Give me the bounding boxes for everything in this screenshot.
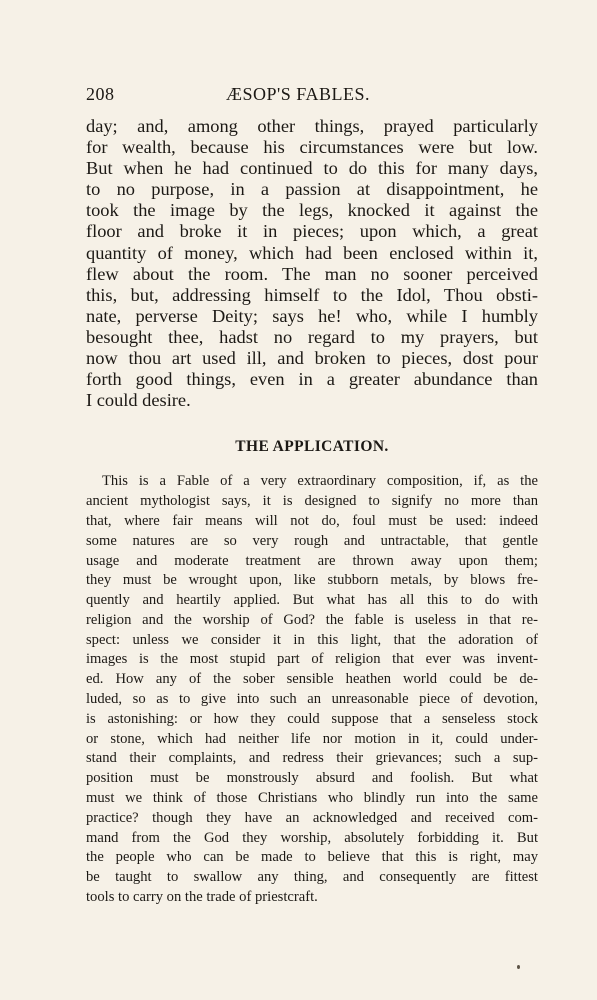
application-line: spect: unless we consider it in this light, that the adoration of	[86, 631, 538, 648]
fable-line: day; and, among other things, prayed particularly	[86, 116, 538, 136]
fable-line: besought thee, hadst no regard to my prayers, but	[86, 326, 538, 347]
application-line: usage and moderate treatment are thrown away upon them;	[86, 552, 538, 569]
application-line: ancient mythologist says, it is designed to signify no more than	[86, 493, 538, 510]
fable-line: nate, perverse Deity; says he! who, while I humbly	[86, 305, 538, 326]
ink-speck	[517, 965, 520, 969]
application-line: the people who can be made to believe that this is right, may	[86, 849, 538, 866]
book-page	[86, 78, 538, 908]
page-number: 208	[86, 84, 115, 104]
application-line: some natures are so very rough and untractable, that gentle	[86, 532, 538, 549]
running-title: ÆSOP'S FABLES.	[226, 84, 370, 104]
application-line: tools to carry on the trade of priestcraft.	[86, 889, 318, 906]
application-line: that, where fair means will not do, foul must be used: indeed	[86, 512, 538, 529]
page-header	[86, 78, 538, 108]
fable-paragraph	[86, 116, 538, 411]
application-line: This is a Fable of a very extraordinary composition, if, as the	[102, 473, 538, 490]
fable-text	[86, 116, 538, 411]
application-line: practice? though they have an acknowledged and received com-	[86, 809, 538, 826]
fable-line: for wealth, because his circumstances were but low.	[86, 137, 538, 158]
fable-line: flew about the room. The man no sooner perceived	[86, 263, 538, 284]
application-line: or stone, which had neither life nor motion in it, could under-	[86, 730, 538, 747]
application-line: be taught to swallow any thing, and consequently are fittest	[86, 869, 538, 886]
application-line: religion and the worship of God? the fable is useless in that re-	[86, 611, 538, 628]
fable-line: forth good things, even in a greater abundance than	[86, 369, 538, 390]
application-text	[86, 472, 538, 908]
application-line: stand their complaints, and redress their grievances; such a sup-	[86, 750, 538, 767]
application-line: ed. How any of the sober sensible heathen world could be de-	[86, 671, 538, 688]
application-line: images is the most stupid part of religion that ever was invent-	[86, 651, 538, 668]
fable-line: took the image by the legs, knocked it against the	[86, 200, 538, 221]
application-line: quently and heartily applied. But what has all this to do with	[86, 592, 538, 609]
application-line: is astonishing: or how they could suppose that a senseless stock	[86, 710, 538, 727]
application-line: position must be monstrously absurd and foolish. But what	[86, 770, 538, 787]
fable-line: now thou art used ill, and broken to pieces, dost pour	[86, 348, 538, 369]
application-heading: THE APPLICATION.	[235, 438, 389, 456]
application-line: mand from the God they worship, absolutely forbidding it. But	[86, 829, 538, 846]
fable-line: quantity of money, which had been enclosed within it,	[86, 242, 538, 263]
application-line: they must be wrought upon, like stubborn metals, by blows fre-	[86, 572, 538, 589]
fable-line: But when he had continued to do this for many days,	[86, 158, 538, 179]
fable-line: to no purpose, in a passion at disappointment, he	[86, 179, 538, 200]
fable-line: this, but, addressing himself to the Idol, Thou obsti-	[86, 284, 538, 305]
application-line: must we think of those Christians who blindly run into the same	[86, 790, 538, 807]
fable-line: floor and broke it in pieces; upon which, a great	[86, 221, 538, 242]
fable-line: I could desire.	[86, 390, 191, 411]
application-line: luded, so as to give into such an unreasonable piece of devotion,	[86, 691, 538, 708]
